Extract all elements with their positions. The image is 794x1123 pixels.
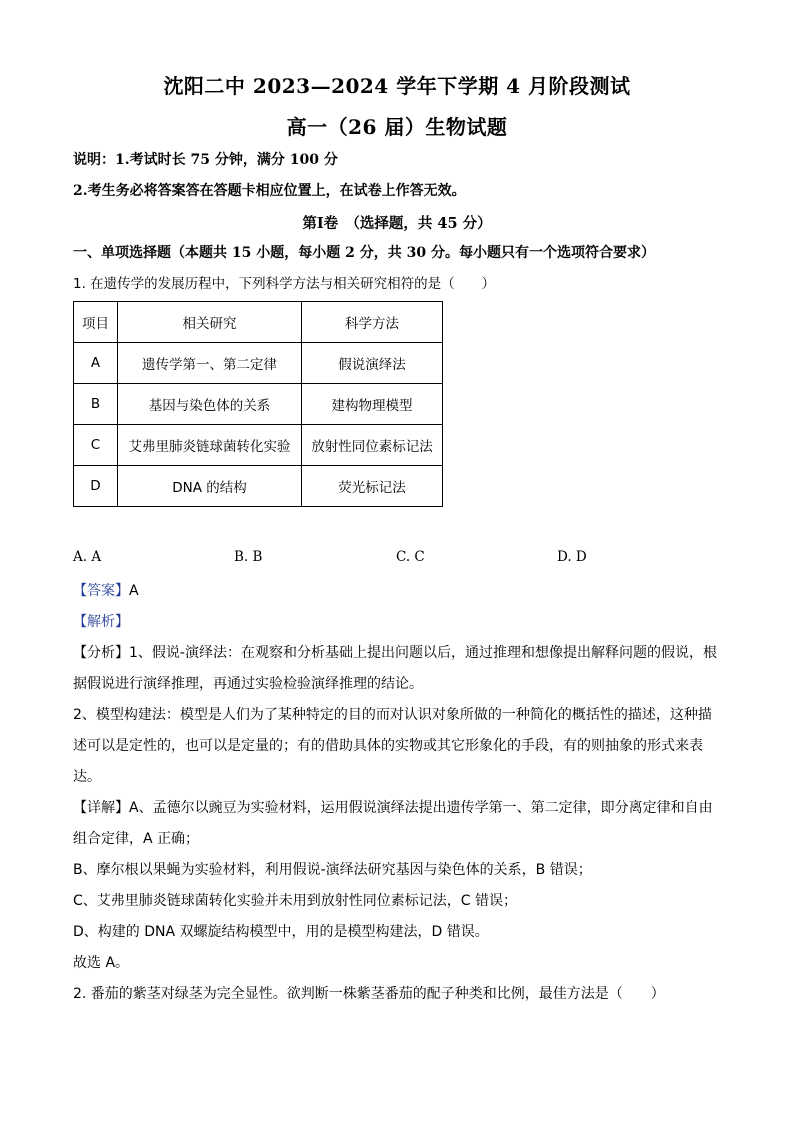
detail-tag: 【详解】: [73, 800, 129, 816]
option-b: B. B: [234, 549, 263, 565]
table-row: [74, 343, 443, 384]
table-cell: 建构物理模型: [302, 384, 443, 425]
option-a: A. A: [73, 549, 102, 565]
option-c: C. C: [396, 549, 425, 565]
table-row: [74, 384, 443, 425]
exam-title: 沈阳二中 2023—2024 学年下学期 4 月阶段测试: [163, 74, 631, 98]
analysis-detail-c: C、艾弗里肺炎链球菌转化实验并未用到放射性同位素标记法，C 错误；: [73, 893, 517, 909]
table-cell: 荧光标记法: [302, 466, 443, 507]
table-cell: 基因与染色体的关系: [118, 384, 302, 425]
note-1: 说明：1.考试时长 75 分钟，满分 100 分: [73, 152, 338, 168]
analysis-detail-b: B、摩尔根以果蝇为实验材料，利用假说-演绎法研究基因与染色体的关系，B 错误；: [73, 862, 592, 878]
analysis-detail-a: [73, 793, 723, 855]
analysis-line: [73, 607, 723, 638]
table-header-row: [74, 302, 443, 343]
analysis-model: 2、模型构建法：模型是人们为了某种特定的目的而对认识对象所做的一种简化的概括性的描述，这种描述可以是定性的，也可以是定量的；有的借助具体的实物或其它形象化的手段，有的则抽象的形式来表达。: [73, 707, 712, 785]
analysis-conclusion: 故选 A。: [73, 955, 130, 971]
q2-stem: 2. 番茄的紫茎对绿茎为完全显性。欲判断一株紫茎番茄的配子种类和比例，最佳方法是（ ）: [73, 986, 665, 1002]
part1-heading: 一、单项选择题（本题共 15 小题，每小题 2 分，共 30 分。每小题只有一个选项符合要求）: [73, 245, 655, 261]
table-cell: 放射性同位素标记法: [302, 425, 443, 466]
answer-value: A: [129, 583, 139, 599]
detail-a-text: A、孟德尔以豌豆为实验材料，运用假说演绎法提出遗传学第一、第二定律，即分离定律和自由组合定律，A 正确；: [73, 800, 713, 847]
option-d: D. D: [557, 549, 587, 565]
analysis-fenxi: [73, 638, 723, 700]
table-cell: B: [74, 384, 118, 425]
fenxi-tag: 【分析】: [73, 645, 129, 661]
table-row: [74, 425, 443, 466]
fenxi-text: 1、假说-演绎法：在观察和分析基础上提出问题以后，通过推理和想像提出解释问题的假说，根据假说进行演绎推理，再通过实验检验演绎推理的结论。: [73, 645, 717, 692]
q1-table: [73, 301, 443, 507]
table-row: [74, 466, 443, 507]
analysis-detail-d: D、构建的 DNA 双螺旋结构模型中，用的是模型构建法，D 错误。: [73, 924, 489, 940]
table-cell: A: [74, 343, 118, 384]
answer-tag: 【答案】: [73, 583, 129, 599]
table-header-cell: 项目: [74, 302, 118, 343]
table-cell: DNA 的结构: [118, 466, 302, 507]
table-cell: 假说演绎法: [302, 343, 443, 384]
note-2: 2.考生务必将答案答在答题卡相应位置上，在试卷上作答无效。: [73, 183, 466, 199]
exam-subtitle: 高一（26 届）生物试题: [286, 115, 508, 139]
table-cell: 遗传学第一、第二定律: [118, 343, 302, 384]
table-header-cell: 相关研究: [118, 302, 302, 343]
table-cell: 艾弗里肺炎链球菌转化实验: [118, 425, 302, 466]
analysis-tag: 【解析】: [73, 614, 129, 630]
answer-line: [73, 576, 723, 607]
table-header-cell: 科学方法: [302, 302, 443, 343]
q1-stem: 1. 在遗传学的发展历程中，下列科学方法与相关研究相符的是（ ）: [73, 276, 496, 292]
table-cell: C: [74, 425, 118, 466]
table-cell: D: [74, 466, 118, 507]
volume-heading: 第Ⅰ卷 （选择题，共 45 分）: [302, 215, 492, 232]
